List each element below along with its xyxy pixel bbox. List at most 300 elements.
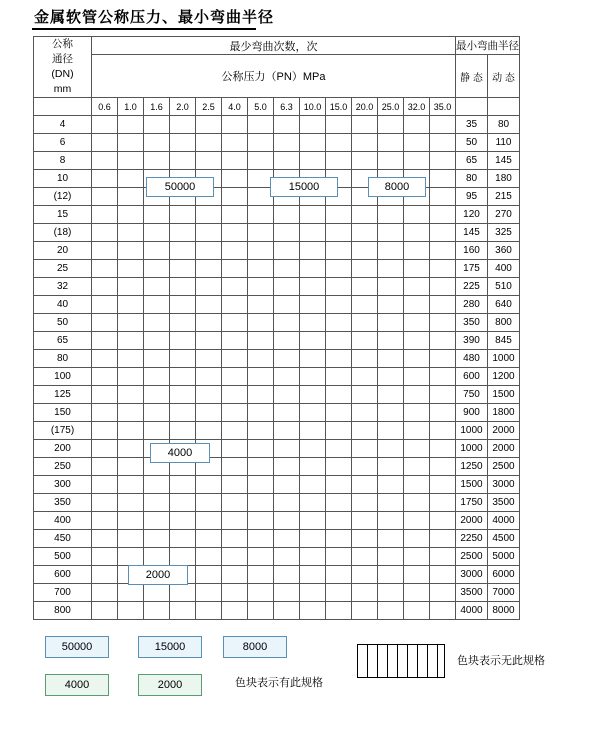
pn-cell-0 <box>92 422 118 440</box>
pn-cell-13 <box>430 368 456 386</box>
table-row <box>34 224 520 242</box>
pn-cell-8 <box>300 440 326 458</box>
pn-cell-6 <box>248 260 274 278</box>
dn-cell: 20 <box>34 242 92 260</box>
pn-cell-0 <box>92 296 118 314</box>
table-row <box>34 476 520 494</box>
pn-cell-11 <box>378 602 404 620</box>
pn-cell-7 <box>274 206 300 224</box>
pn-cell-11 <box>378 440 404 458</box>
static-radius-cell: 900 <box>456 404 488 422</box>
pn-cell-4 <box>196 512 222 530</box>
pn-cell-8 <box>300 584 326 602</box>
pn-cell-1 <box>118 350 144 368</box>
pn-cell-1 <box>118 332 144 350</box>
pn-cell-0 <box>92 602 118 620</box>
dn-cell: 600 <box>34 566 92 584</box>
pn-cell-9 <box>326 386 352 404</box>
pn-cell-7 <box>274 152 300 170</box>
static-radius-cell: 1500 <box>456 476 488 494</box>
pn-cell-7 <box>274 296 300 314</box>
pn-cell-12 <box>404 404 430 422</box>
pn-cell-6 <box>248 242 274 260</box>
pn-cell-9 <box>326 566 352 584</box>
pn-cell-12 <box>404 494 430 512</box>
pn-cell-10 <box>352 530 378 548</box>
table-row <box>34 458 520 476</box>
dn-cell: 100 <box>34 368 92 386</box>
pn-cell-11 <box>378 476 404 494</box>
static-radius-cell: 95 <box>456 188 488 206</box>
pn-value-header-9: 15.0 <box>326 98 352 116</box>
legend-swatch-50000: 50000 <box>45 636 109 658</box>
pn-cell-2 <box>144 422 170 440</box>
static-radius-cell: 50 <box>456 134 488 152</box>
pn-cell-0 <box>92 116 118 134</box>
pn-cell-13 <box>430 458 456 476</box>
pn-cell-5 <box>222 152 248 170</box>
pn-cell-6 <box>248 440 274 458</box>
dn-cell: 400 <box>34 512 92 530</box>
table-head <box>34 37 520 116</box>
pn-cell-4 <box>196 422 222 440</box>
dn-cell: 8 <box>34 152 92 170</box>
pn-cell-9 <box>326 494 352 512</box>
pn-cell-8 <box>300 314 326 332</box>
pn-cell-5 <box>222 296 248 314</box>
pn-cell-12 <box>404 476 430 494</box>
pn-cell-7 <box>274 530 300 548</box>
header-row-1 <box>34 37 520 55</box>
static-radius-cell: 160 <box>456 242 488 260</box>
pn-cell-13 <box>430 206 456 224</box>
pn-cell-8 <box>300 530 326 548</box>
legend-striped-note: 色块表示无此规格 <box>457 655 545 667</box>
pn-cell-11 <box>378 368 404 386</box>
pn-cell-11 <box>378 206 404 224</box>
pn-values-spacer <box>34 98 92 116</box>
pn-cell-0 <box>92 242 118 260</box>
pn-cell-8 <box>300 152 326 170</box>
pn-cell-9 <box>326 512 352 530</box>
pn-cell-6 <box>248 548 274 566</box>
pn-cell-10 <box>352 602 378 620</box>
pn-cell-5 <box>222 386 248 404</box>
pn-cell-12 <box>404 134 430 152</box>
pn-cell-5 <box>222 242 248 260</box>
pn-cell-7 <box>274 116 300 134</box>
pn-cell-2 <box>144 386 170 404</box>
pn-cell-9 <box>326 116 352 134</box>
pn-cell-3 <box>170 116 196 134</box>
pn-cell-6 <box>248 602 274 620</box>
pn-cell-7 <box>274 314 300 332</box>
bend-count-header: 最少弯曲次数，次 <box>92 37 456 55</box>
static-radius-cell: 1250 <box>456 458 488 476</box>
table-row <box>34 278 520 296</box>
pn-cell-8 <box>300 242 326 260</box>
pn-cell-10 <box>352 548 378 566</box>
pn-cell-11 <box>378 566 404 584</box>
table-row <box>34 494 520 512</box>
pn-cell-9 <box>326 296 352 314</box>
pn-cell-8 <box>300 386 326 404</box>
dn-cell: 6 <box>34 134 92 152</box>
pn-cell-12 <box>404 386 430 404</box>
pn-cell-1 <box>118 368 144 386</box>
dynamic-radius-cell: 3500 <box>488 494 520 512</box>
pn-cell-0 <box>92 314 118 332</box>
pn-cell-0 <box>92 188 118 206</box>
dynamic-radius-cell: 360 <box>488 242 520 260</box>
pn-cell-5 <box>222 566 248 584</box>
pn-cell-0 <box>92 530 118 548</box>
pn-cell-1 <box>118 512 144 530</box>
legend-item-8000 <box>223 636 287 658</box>
pn-cell-2 <box>144 224 170 242</box>
pn-cell-2 <box>144 584 170 602</box>
pn-cell-0 <box>92 512 118 530</box>
pn-cell-9 <box>326 422 352 440</box>
pn-cell-13 <box>430 242 456 260</box>
pn-cell-4 <box>196 134 222 152</box>
pn-cell-1 <box>118 152 144 170</box>
pn-cell-10 <box>352 134 378 152</box>
pn-cell-9 <box>326 278 352 296</box>
pn-cell-4 <box>196 530 222 548</box>
static-radius-cell: 3000 <box>456 566 488 584</box>
table-row <box>34 260 520 278</box>
pn-cell-12 <box>404 242 430 260</box>
pn-cell-5 <box>222 548 248 566</box>
pn-cell-11 <box>378 512 404 530</box>
pn-cell-12 <box>404 224 430 242</box>
pn-cell-2 <box>144 368 170 386</box>
pn-cell-4 <box>196 566 222 584</box>
pn-cell-11 <box>378 404 404 422</box>
static-radius-cell: 2500 <box>456 548 488 566</box>
pn-cell-3 <box>170 386 196 404</box>
pn-cell-1 <box>118 458 144 476</box>
static-radius-cell: 280 <box>456 296 488 314</box>
pn-cell-9 <box>326 584 352 602</box>
header-row-pn-values <box>34 98 520 116</box>
static-radius-cell: 35 <box>456 116 488 134</box>
table-row <box>34 530 520 548</box>
pn-cell-6 <box>248 494 274 512</box>
pn-cell-13 <box>430 566 456 584</box>
dn-cell: 4 <box>34 116 92 134</box>
dn-cell: (12) <box>34 188 92 206</box>
pn-cell-8 <box>300 458 326 476</box>
dynamic-radius-cell: 5000 <box>488 548 520 566</box>
legend-swatch-15000: 15000 <box>138 636 202 658</box>
pn-cell-3 <box>170 584 196 602</box>
pn-cell-0 <box>92 404 118 422</box>
pn-cell-1 <box>118 188 144 206</box>
pn-cell-8 <box>300 512 326 530</box>
pn-cell-2 <box>144 278 170 296</box>
static-radius-cell: 1750 <box>456 494 488 512</box>
pn-cell-4 <box>196 584 222 602</box>
pn-cell-1 <box>118 494 144 512</box>
dynamic-radius-cell: 215 <box>488 188 520 206</box>
pn-cell-0 <box>92 566 118 584</box>
pn-cell-2 <box>144 260 170 278</box>
dn-cell: 32 <box>34 278 92 296</box>
dynamic-radius-cell: 3000 <box>488 476 520 494</box>
dn-cell: 500 <box>34 548 92 566</box>
pn-cell-10 <box>352 296 378 314</box>
dynamic-radius-cell: 6000 <box>488 566 520 584</box>
table-row <box>34 152 520 170</box>
pn-cell-13 <box>430 512 456 530</box>
pn-cell-9 <box>326 206 352 224</box>
dn-cell: 450 <box>34 530 92 548</box>
callout-4000: 4000 <box>150 443 210 463</box>
pn-cell-1 <box>118 476 144 494</box>
pn-cell-6 <box>248 314 274 332</box>
pn-cell-7 <box>274 224 300 242</box>
pn-cell-8 <box>300 566 326 584</box>
pn-cell-0 <box>92 134 118 152</box>
pn-cell-7 <box>274 404 300 422</box>
pn-cell-12 <box>404 458 430 476</box>
dn-cell: 50 <box>34 314 92 332</box>
pn-cell-2 <box>144 152 170 170</box>
pn-value-header-2: 1.6 <box>144 98 170 116</box>
pn-cell-10 <box>352 314 378 332</box>
pn-cell-5 <box>222 134 248 152</box>
pn-cell-8 <box>300 548 326 566</box>
pn-cell-12 <box>404 422 430 440</box>
pn-cell-4 <box>196 332 222 350</box>
pn-cell-13 <box>430 440 456 458</box>
legend-item-15000 <box>138 636 202 658</box>
pn-cell-1 <box>118 422 144 440</box>
pn-cell-11 <box>378 350 404 368</box>
pn-cell-12 <box>404 584 430 602</box>
pn-cell-13 <box>430 224 456 242</box>
static-radius-cell: 65 <box>456 152 488 170</box>
dynamic-radius-cell: 180 <box>488 170 520 188</box>
pn-cell-6 <box>248 530 274 548</box>
table-row <box>34 350 520 368</box>
table-row <box>34 440 520 458</box>
pn-cell-1 <box>118 440 144 458</box>
pn-cell-2 <box>144 206 170 224</box>
pn-cell-11 <box>378 494 404 512</box>
pn-cell-13 <box>430 134 456 152</box>
static-radius-cell: 3500 <box>456 584 488 602</box>
dn-cell: 800 <box>34 602 92 620</box>
pn-cell-4 <box>196 296 222 314</box>
pn-cell-12 <box>404 332 430 350</box>
pn-cell-4 <box>196 548 222 566</box>
pn-cell-8 <box>300 116 326 134</box>
pn-cell-12 <box>404 260 430 278</box>
table-row <box>34 566 520 584</box>
dynamic-spacer <box>488 98 520 116</box>
pn-cell-6 <box>248 476 274 494</box>
pn-cell-6 <box>248 404 274 422</box>
pn-cell-5 <box>222 584 248 602</box>
pn-cell-0 <box>92 206 118 224</box>
pn-value-header-13: 35.0 <box>430 98 456 116</box>
pn-cell-10 <box>352 224 378 242</box>
pn-cell-8 <box>300 206 326 224</box>
table-row <box>34 134 520 152</box>
legend-color-note-wrap <box>223 674 323 690</box>
pn-cell-3 <box>170 476 196 494</box>
pn-cell-2 <box>144 314 170 332</box>
pn-cell-9 <box>326 224 352 242</box>
dynamic-radius-cell: 325 <box>488 224 520 242</box>
pn-cell-0 <box>92 152 118 170</box>
pn-cell-7 <box>274 422 300 440</box>
pn-cell-12 <box>404 530 430 548</box>
legend-color-note: 色块表示有此规格 <box>235 677 323 689</box>
pn-cell-5 <box>222 188 248 206</box>
pn-cell-10 <box>352 512 378 530</box>
spec-table <box>33 36 520 620</box>
pn-cell-4 <box>196 152 222 170</box>
pn-cell-4 <box>196 350 222 368</box>
pn-value-header-7: 6.3 <box>274 98 300 116</box>
dn-cell: (175) <box>34 422 92 440</box>
pn-cell-8 <box>300 422 326 440</box>
pn-cell-3 <box>170 494 196 512</box>
pn-cell-11 <box>378 314 404 332</box>
pn-cell-7 <box>274 134 300 152</box>
pn-cell-13 <box>430 152 456 170</box>
dynamic-radius-cell: 1000 <box>488 350 520 368</box>
pn-cell-9 <box>326 134 352 152</box>
pn-cell-3 <box>170 224 196 242</box>
dynamic-header: 动 态 <box>488 55 520 98</box>
callout-15000: 15000 <box>270 177 338 197</box>
pn-cell-9 <box>326 260 352 278</box>
pn-cell-5 <box>222 314 248 332</box>
dn-cell: 200 <box>34 440 92 458</box>
pn-cell-3 <box>170 422 196 440</box>
pn-cell-3 <box>170 278 196 296</box>
pn-cell-2 <box>144 350 170 368</box>
pn-cell-8 <box>300 368 326 386</box>
pn-cell-4 <box>196 206 222 224</box>
pn-cell-10 <box>352 278 378 296</box>
pn-cell-6 <box>248 134 274 152</box>
pn-cell-1 <box>118 134 144 152</box>
dn-cell: 40 <box>34 296 92 314</box>
pn-cell-9 <box>326 332 352 350</box>
pn-cell-5 <box>222 440 248 458</box>
pn-cell-7 <box>274 440 300 458</box>
dn-header-line-3: (DN) <box>51 68 74 80</box>
header-row-2 <box>34 55 520 80</box>
pn-value-header-0: 0.6 <box>92 98 118 116</box>
pn-cell-3 <box>170 242 196 260</box>
pn-cell-6 <box>248 566 274 584</box>
pn-cell-9 <box>326 476 352 494</box>
pn-header: 公称压力（PN）MPa <box>92 55 456 98</box>
pn-cell-3 <box>170 134 196 152</box>
pn-cell-5 <box>222 260 248 278</box>
pn-cell-7 <box>274 458 300 476</box>
pn-cell-0 <box>92 260 118 278</box>
pn-cell-4 <box>196 476 222 494</box>
pn-cell-4 <box>196 602 222 620</box>
pn-cell-1 <box>118 296 144 314</box>
pn-cell-3 <box>170 350 196 368</box>
pn-cell-8 <box>300 134 326 152</box>
table-row <box>34 422 520 440</box>
pn-cell-9 <box>326 404 352 422</box>
pn-cell-0 <box>92 350 118 368</box>
pn-cell-11 <box>378 278 404 296</box>
table-row <box>34 368 520 386</box>
pn-cell-8 <box>300 260 326 278</box>
dn-cell: 125 <box>34 386 92 404</box>
pn-cell-4 <box>196 260 222 278</box>
dn-cell: 250 <box>34 458 92 476</box>
dynamic-radius-cell: 270 <box>488 206 520 224</box>
pn-cell-9 <box>326 440 352 458</box>
legend-striped-note-wrap <box>457 652 545 668</box>
pn-cell-9 <box>326 530 352 548</box>
pn-cell-8 <box>300 332 326 350</box>
pn-cell-3 <box>170 332 196 350</box>
dynamic-radius-cell: 8000 <box>488 602 520 620</box>
static-radius-cell: 2250 <box>456 530 488 548</box>
pn-cell-1 <box>118 386 144 404</box>
pn-cell-11 <box>378 584 404 602</box>
static-radius-cell: 120 <box>456 206 488 224</box>
pn-cell-7 <box>274 512 300 530</box>
pn-cell-5 <box>222 494 248 512</box>
pn-cell-12 <box>404 116 430 134</box>
pn-cell-12 <box>404 314 430 332</box>
pn-cell-6 <box>248 350 274 368</box>
dynamic-radius-cell: 80 <box>488 116 520 134</box>
pn-cell-5 <box>222 422 248 440</box>
table-row <box>34 548 520 566</box>
pn-cell-3 <box>170 512 196 530</box>
legend-swatch-2000: 2000 <box>138 674 202 696</box>
pn-cell-13 <box>430 278 456 296</box>
pn-cell-0 <box>92 548 118 566</box>
pn-cell-7 <box>274 368 300 386</box>
pn-cell-1 <box>118 242 144 260</box>
pn-cell-4 <box>196 386 222 404</box>
pn-cell-7 <box>274 566 300 584</box>
pn-value-header-3: 2.0 <box>170 98 196 116</box>
pn-cell-4 <box>196 368 222 386</box>
pn-cell-4 <box>196 116 222 134</box>
table-row <box>34 386 520 404</box>
pn-cell-7 <box>274 584 300 602</box>
pn-cell-1 <box>118 530 144 548</box>
pn-cell-12 <box>404 368 430 386</box>
table-row <box>34 314 520 332</box>
pn-cell-11 <box>378 530 404 548</box>
dynamic-radius-cell: 400 <box>488 260 520 278</box>
pn-cell-1 <box>118 602 144 620</box>
pn-cell-5 <box>222 512 248 530</box>
pn-cell-9 <box>326 350 352 368</box>
pn-cell-0 <box>92 584 118 602</box>
pn-cell-10 <box>352 404 378 422</box>
